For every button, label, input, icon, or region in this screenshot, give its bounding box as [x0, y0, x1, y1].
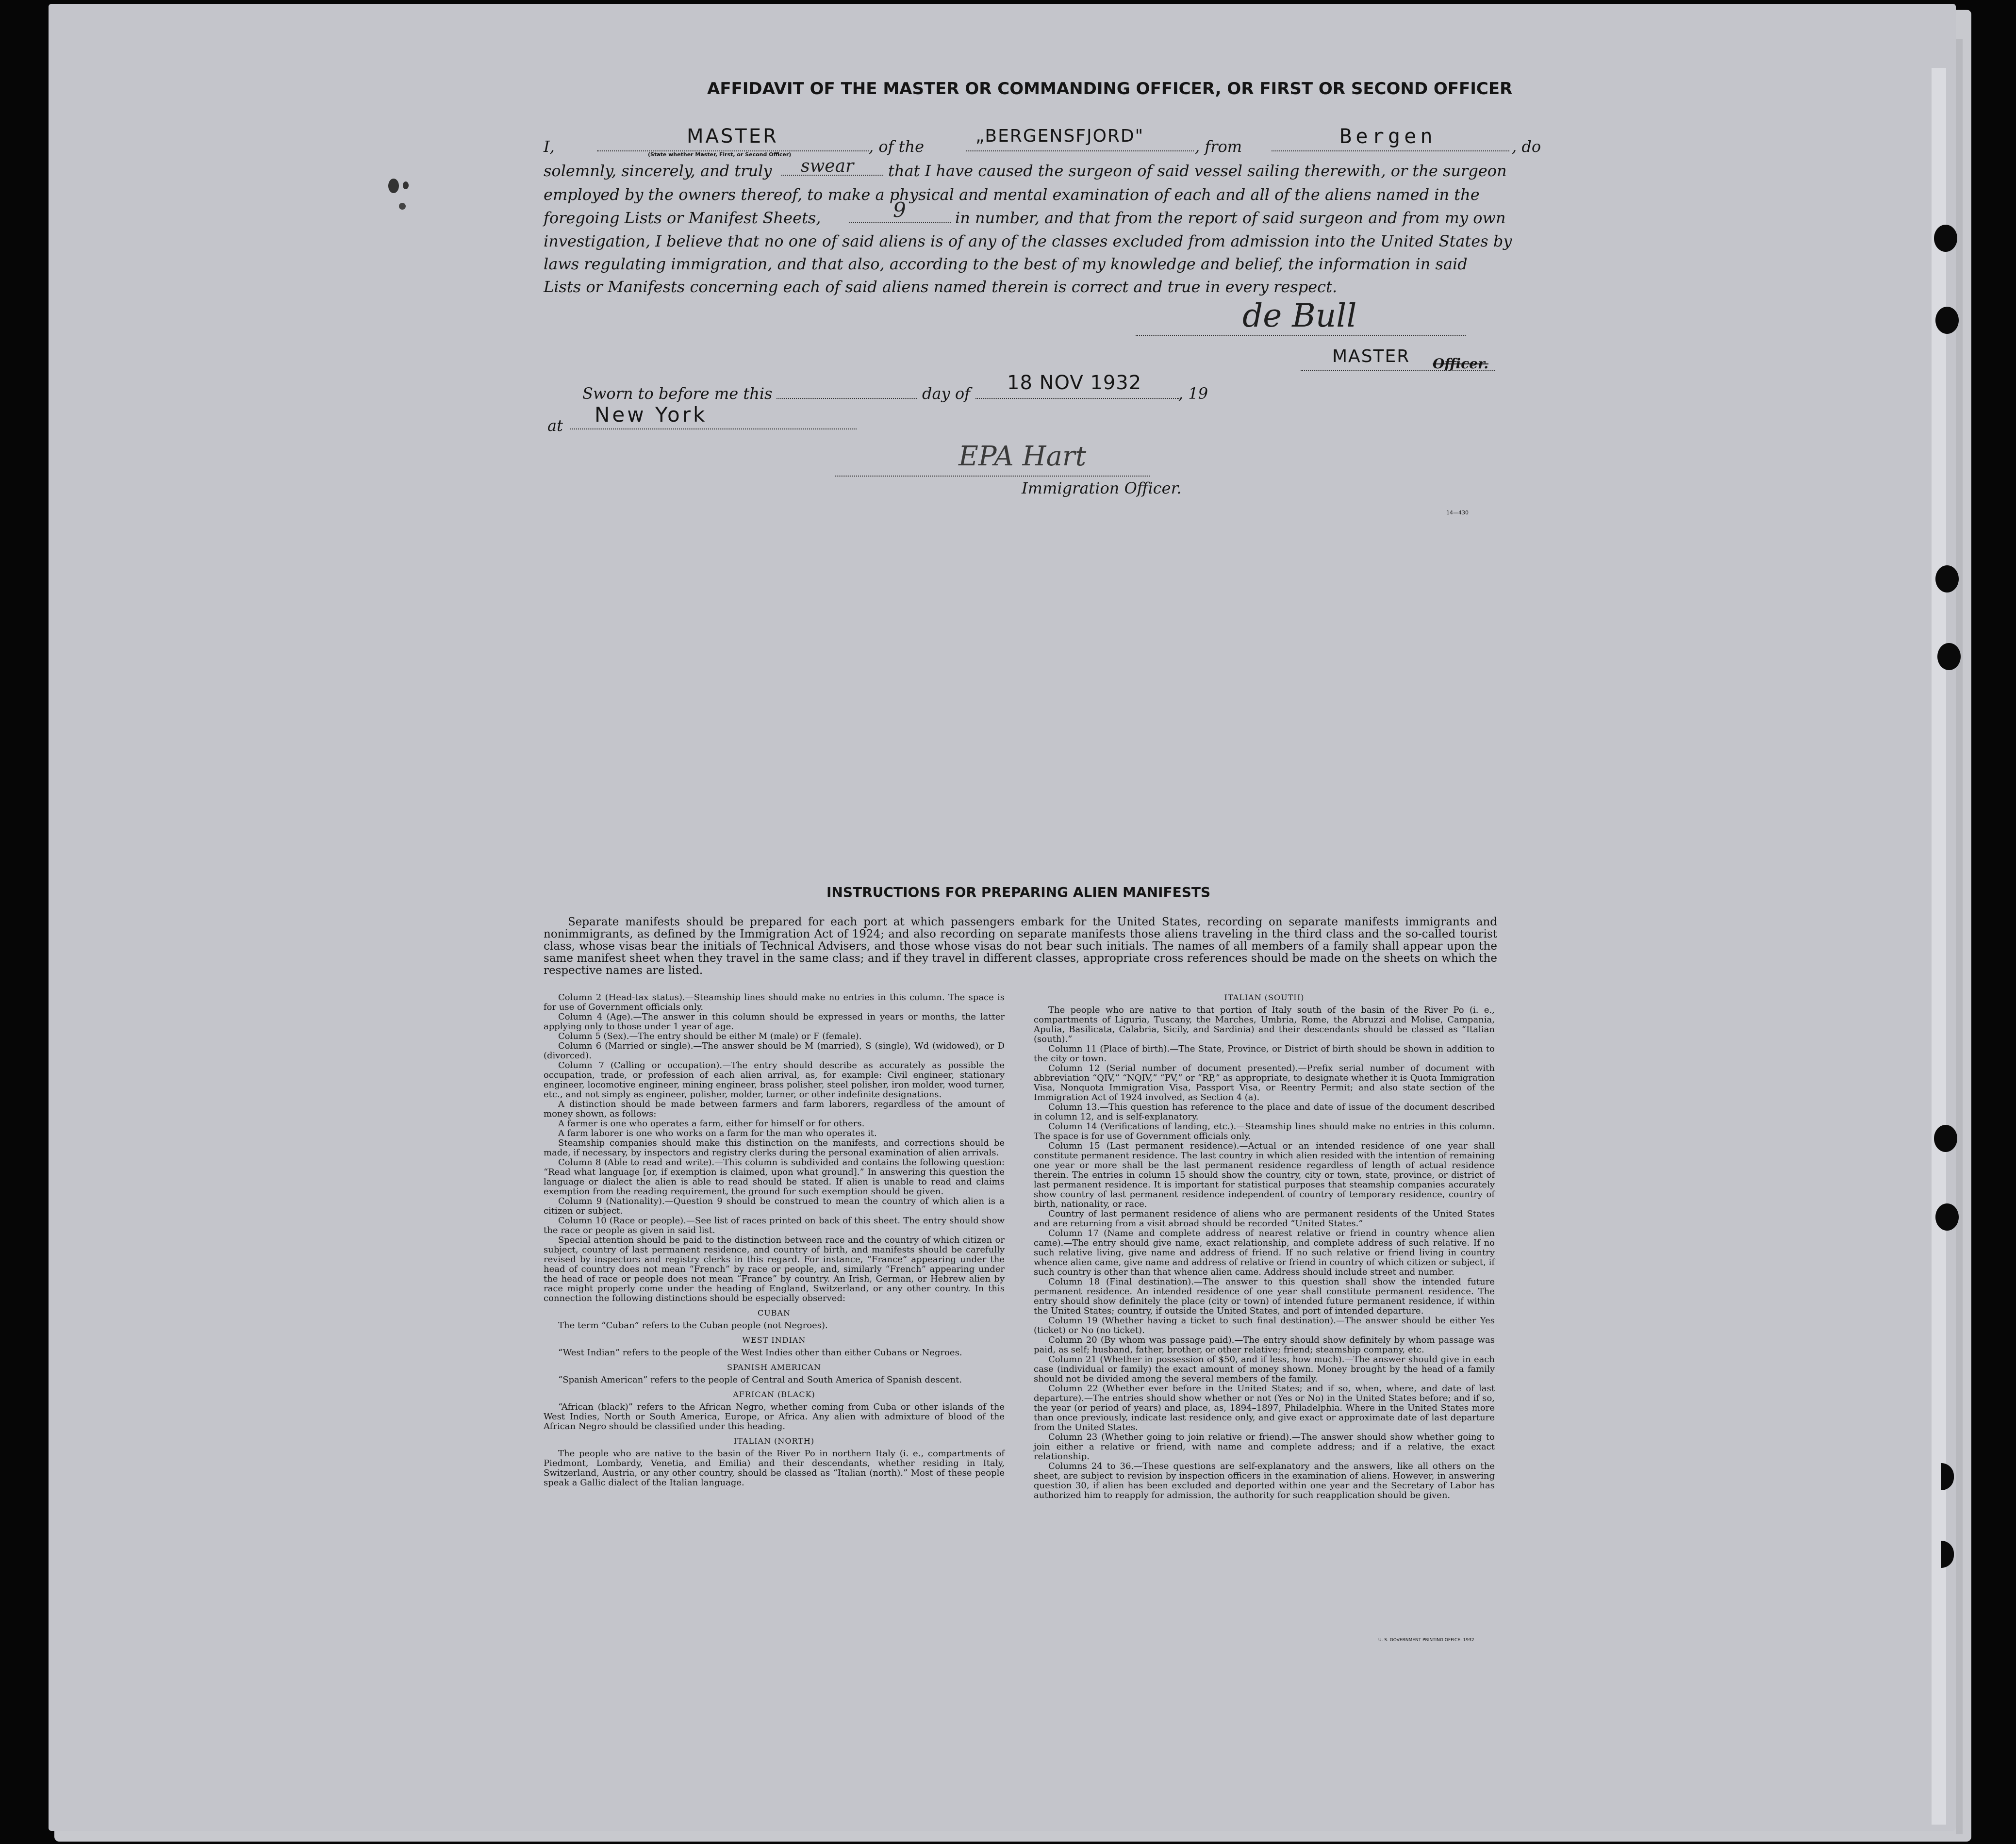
officer-label: Immigration Officer.	[1022, 479, 1182, 497]
african-note: “African (black)” refers to the African Negro, whether coming from Cuba or other islands of the West Indies, North or South America, Europe, or Africa. Any alien with admixture of blood of the African Negro should be classified under this heading.	[544, 1402, 1005, 1432]
at-label: at	[547, 416, 563, 435]
of-the-label: , of the	[869, 137, 925, 156]
ink-speck	[399, 203, 406, 210]
italian-south-note: The people who are native to that portion of Italy south of the basin of the River Po (i. e., compartments of Liguria, Tuscany, the Marches, Umbria, Rome, the Abruzzi and Molise, Campania, Apulia, Basilicata, Calabria, Sicily, and Sardinia) and their descendants should be classed as “Italian (south).”	[1034, 1005, 1495, 1044]
place-value: New York	[595, 403, 708, 427]
column-19-note: Column 19 (Whether having a ticket to such final destination).—The answer should be either Yes (ticket) or No (no ticket).	[1034, 1316, 1495, 1335]
instructions-intro: Separate manifests should be prepared for each port at which passengers embark for the United States, recording on separate manifests immigrants and nonimmigrants, as defined by the Immigration Act of 1924; and also recording on separate manifests those aliens traveling in the third class and the so-called tourist class, whose visas bear the initials of Technical Advisers, and those whose visas do not bear such initials. The names of all members of a family shall appear upon the same manifest sheet when they travel in the same class; and if they travel in different classes, appropriate cross references should be made on the sheets on which the respective names are listed.	[544, 916, 1497, 977]
column-14-note: Column 14 (Verifications of landing, etc.).—Steamship lines should make no entries in this column. The space is for use of Government officials only.	[1034, 1121, 1495, 1141]
column-12-note: Column 12 (Serial number of document presented).—Prefix serial number of document with abbreviation “QIV,” “NQIV,” “PV,” or “RP,” as appropriate, to designate whether it is Quota Immigration Visa, Nonquota Immigration Visa, Passport Visa, or Reentry Permit; and also state section of the Immigration Act of 1924 involved, as Section 4 (a).	[1034, 1063, 1495, 1103]
spanish-american-note: “Spanish American” refers to the people of Central and South America of Spanish descent.	[558, 1375, 962, 1385]
column-22-note: Column 22 (Whether ever before in the United States; and if so, when, where, and date of last departure).—The entries should show whether or not (Yes or No) in the United States before; and if so, the year (or period of years) and place, as, 1894–1897, Philadelphia. Where in the United States more than once previously, indicate last residence only, and give exact or approximate date of last departure from the United States.	[1034, 1383, 1495, 1432]
column-23-note: Column 23 (Whether going to join relative or friend).—The answer should show whether going to join either a relative or friend, with name and complete address; and if a relative, the exact relationship.	[1034, 1432, 1495, 1462]
from-label: , from	[1195, 137, 1242, 156]
rank-hint: (State whether Master, First, or Second Officer)	[648, 151, 792, 158]
instructions-left-column	[544, 993, 1005, 1488]
day-of-label: day of	[922, 384, 970, 403]
signer-title-label: Officer.	[1433, 356, 1488, 372]
columns-24-36-note: Columns 24 to 36.—These questions are self-explanatory and the answers, like all others on the sheet, are subject to revision by inspection officers in the examination of aliens. However, in answering question 30, if alien has been excluded and deported within one year and the Secretary of Labor has authorized him to reapply for admission, the authority for such reapplication should be given.	[1034, 1461, 1495, 1500]
date-stamp: 18 NOV 1932	[1007, 372, 1142, 394]
vessel-value: „BERGENSFJORD"	[975, 126, 1144, 146]
binder-hole	[1934, 225, 1957, 252]
affidavit-text: employed by the owners thereof, to make a physical and mental examination of each and all of the aliens named in the	[544, 185, 1480, 204]
sworn-label: Sworn to before me this	[582, 384, 773, 403]
cuban-note: The term “Cuban” refers to the Cuban people (not Negroes).	[558, 1320, 828, 1331]
signer-title-value: MASTER	[1332, 346, 1410, 366]
heading-italian-north: ITALIAN (NORTH)	[733, 1436, 815, 1446]
heading-italian-south: ITALIAN (SOUTH)	[1224, 993, 1305, 1002]
do-label: , do	[1512, 137, 1541, 156]
rank-value: MASTER	[687, 125, 778, 148]
affidavit-text: Lists or Manifests concerning each of said aliens named therein is correct and true in every respect.	[544, 278, 1338, 296]
oath-value: swear	[801, 156, 854, 176]
instructions-right-column	[1034, 993, 1495, 1500]
binder-hole	[1935, 1203, 1959, 1231]
instructions-intro-block	[544, 916, 1497, 977]
form-number: 14—430	[1446, 510, 1469, 516]
ink-speck	[403, 181, 409, 189]
column-5-note: Column 5 (Sex).—The entry should be either M (male) or F (female).	[558, 1031, 862, 1041]
column-2-note: Column 2 (Head-tax status).—Steamship lines should make no entries in this column. The space is for use of Government officials only.	[544, 992, 1005, 1012]
column-9-note: Column 9 (Nationality).—Question 9 should be construed to mean the country of which alien is a citizen or subject.	[544, 1196, 1005, 1216]
affidavit-text: in number, and that from the report of said surgeon and from my own	[955, 209, 1506, 227]
heading-cuban: CUBAN	[757, 1308, 791, 1317]
page-edge	[1956, 39, 1963, 1834]
binder-hole	[1934, 1125, 1957, 1152]
column-20-note: Column 20 (By whom was passage paid).—The entry should show definitely by whom passage was paid, as self; husband, father, brother, or other relative; friend; steamship company, etc.	[1034, 1335, 1495, 1355]
column-7-note: Column 7 (Calling or occupation).—The entry should describe as accurately as possible the occupation, trade, or profession of each alien arrival, as, for example: Civil engineer, stationary engineer, locomotive engineer, mining engineer, brass polisher, steel polisher, iron molder, wood turner, etc., and not simply as engineer, polisher, molder, turner, or other indefinite designations.	[544, 1060, 1005, 1100]
heading-spanish-american: SPANISH AMERICAN	[727, 1363, 821, 1372]
column-7-corrections: Steamship companies should make this distinction on the manifests, and corrections should be made, if necessary, by inspectors and registry clerks during the personal examination of alien arrivals.	[544, 1138, 1005, 1158]
instructions-title: INSTRUCTIONS FOR PREPARING ALIEN MANIFESTS	[826, 884, 1211, 900]
heading-african: AFRICAN (BLACK)	[733, 1390, 815, 1399]
binder-hole	[1937, 643, 1961, 670]
column-7-farmers: A distinction should be made between farmers and farm laborers, regardless of the amount of money shown, as follows:	[544, 1099, 1005, 1119]
vessel-line	[966, 150, 1194, 151]
sheets-line	[849, 222, 951, 223]
column-15-note: Column 15 (Last permanent residence).—Actual or an intended residence of one year shall constitute permanent residence. The last country in which alien resided with the intention of remaining one year or more shall be the last permanent residence regardless of length of actual residence therein. The entries in column 15 should show the country, city or town, state, province, or district of last permanent residence. It is important for statistical purposes that steamship companies accurately show country of last permanent residence independent of country of temporary residence, country of birth, nationality, or race.	[1034, 1141, 1495, 1209]
affidavit-text: solemnly, sincerely, and truly	[544, 162, 772, 180]
affidavit-text: investigation, I believe that no one of said aliens is of any of the classes excluded from admission into the United States by	[544, 232, 1512, 250]
column-10-note: Column 10 (Race or people).—See list of races printed on back of this sheet. The entry should show the race or people as given in said list.	[544, 1216, 1005, 1235]
heading-west-indian: WEST INDIAN	[742, 1335, 806, 1345]
affidavit-text: that I have caused the surgeon of said vessel sailing therewith, or the surgeon	[888, 162, 1507, 180]
affidavit-title: AFFIDAVIT OF THE MASTER OR COMMANDING OFFICER, OR FIRST OR SECOND OFFICER	[707, 79, 1513, 99]
sheets-value: 9	[893, 198, 906, 222]
i-label: I,	[544, 137, 555, 156]
column-7-farm-laborer: A farm laborer is one who works on a farm for the man who operates it.	[558, 1128, 877, 1138]
column-21-note: Column 21 (Whether in possession of $50, and if less, how much).—The answer should give in each case (individual or family) the exact amount of money shown. Money brought by the head of a family should not be divided among the several members of the family.	[1034, 1354, 1495, 1384]
affidavit-text: foregoing Lists or Manifest Sheets,	[544, 209, 821, 227]
printer-imprint: U. S. GOVERNMENT PRINTING OFFICE: 1932	[1378, 1638, 1474, 1643]
column-6-note: Column 6 (Married or single).—The answer should be M (married), S (single), Wd (widowed), or D (divorced).	[544, 1041, 1005, 1061]
column-18-note: Column 18 (Final destination).—The answer to this question shall show the intended future permanent residence. An intended residence of one year shall constitute permanent residence. The entry should show definitely the place (city or town) of intended future permanent residence, if within the United States; country, if outside the United States, and port of intended departure.	[1034, 1277, 1495, 1316]
officer-signature: EPA Hart	[958, 441, 1087, 472]
binder-hole	[1935, 307, 1959, 334]
italian-north-note: The people who are native to the basin of the River Po in northern Italy (i. e., compartments of Piedmont, Lombardy, Venetia, and Emilia) and their descendants, whether residing in Italy, Switzerland, Austria, or any other country, should be classed as “Italian (north).” Most of these people speak a Gallic dialect of the Italian language.	[544, 1449, 1005, 1488]
ink-speck	[388, 179, 399, 193]
binder-hole	[1935, 565, 1959, 593]
signature-line	[1136, 335, 1466, 336]
sworn-day-line	[777, 398, 917, 399]
column-17-note: Column 17 (Name and complete address of nearest relative or friend in country whence alien came).—The entry should give name, exact relationship, and complete address of such relative. If no such relative living, give name and address of friend. If no such relative or friend living in country whence alien came, give name and address of relative or friend in country of which citizen or subject, if such country is other than that whence alien came. Address should include street and number.	[1034, 1228, 1495, 1277]
column-8-note: Column 8 (Able to read and write).—This column is subdivided and contains the following question: “Read what language [or, if exemption is claimed, upon what ground].” In answering this question the language or dialect the alien is able to read should be stated. If alien is unable to read and claims exemption from the reading requirement, the ground for such exemption should be given.	[544, 1157, 1005, 1197]
master-signature: de Bull	[1242, 297, 1357, 334]
port-line	[1272, 150, 1509, 151]
column-11-note: Column 11 (Place of birth).—The State, Province, or District of birth should be shown in addition to the city or town.	[1034, 1044, 1495, 1064]
port-value: Bergen	[1339, 124, 1437, 148]
column-15-returning: Country of last permanent residence of aliens who are permanent residents of the United States and are returning from a visit abroad should be recorded “United States.”	[1034, 1209, 1495, 1229]
column-4-note: Column 4 (Age).—The answer in this column should be expressed in years or months, the latter applying only to those under 1 year of age.	[544, 1012, 1005, 1032]
date-line	[975, 398, 1179, 399]
year-label: , 19	[1178, 384, 1208, 403]
column-7-farmer: A farmer is one who operates a farm, either for himself or for others.	[558, 1119, 865, 1129]
place-line	[570, 428, 857, 429]
race-distinction-note: Special attention should be paid to the distinction between race and the country of which citizen or subject, country of last permanent residence, and country of birth, and manifests should be carefully revised by inspectors and registry clerks in this regard. For instance, “France” appearing under the head of country does not mean “French” by race or people, and, similarly “French” appearing under the head of race or people does not mean “France” by country. An Irish, German, or Hebrew alien by race might properly come under the heading of England, Switzerland, or any other country. In this connection the following distinctions should be especially observed:	[544, 1235, 1005, 1303]
column-13-note: Column 13.—This question has reference to the place and date of issue of the document described in column 12, and is self-explanatory.	[1034, 1102, 1495, 1122]
west-indian-note: “West Indian” refers to the people of the West Indies other than either Cubans or Negroes.	[558, 1348, 962, 1358]
affidavit-text: laws regulating immigration, and that also, according to the best of my knowledge and belief, the information in said	[544, 255, 1468, 273]
